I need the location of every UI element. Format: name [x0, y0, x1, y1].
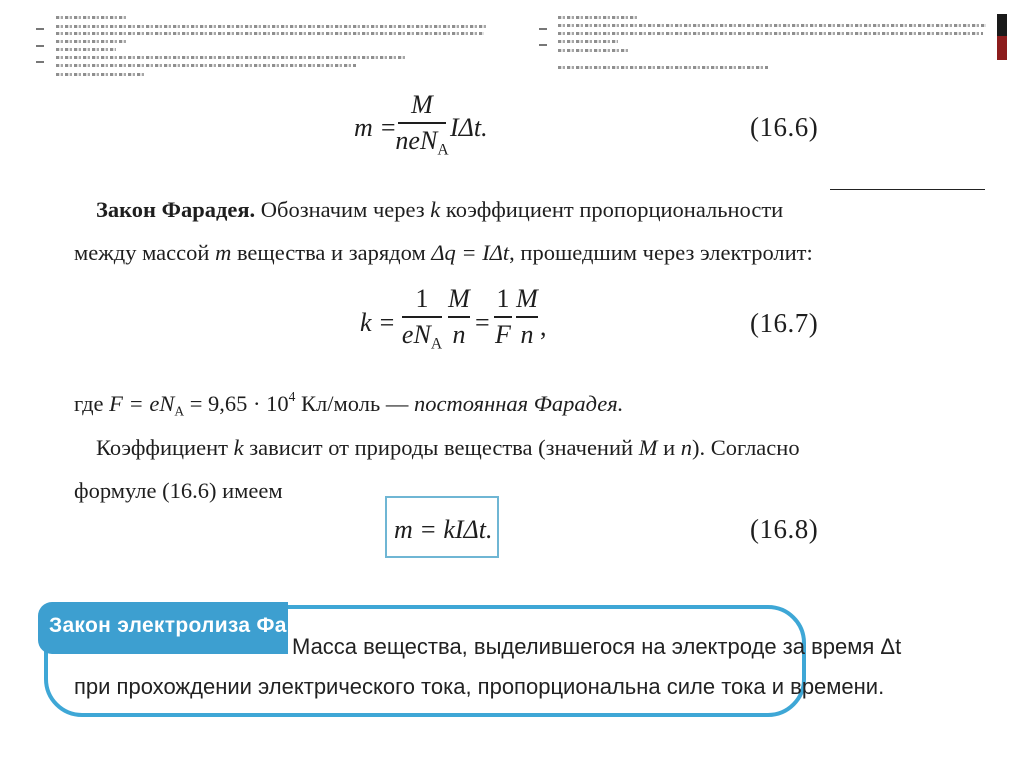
faraday-constant-line [74, 386, 623, 429]
formula-F: F = eN [109, 391, 175, 416]
fraction-denominator: n [452, 320, 466, 349]
noise-dash [539, 28, 547, 30]
eq-rhs: IΔt. [450, 113, 488, 142]
fraction-numerator: M [411, 90, 433, 119]
noise-dash [539, 44, 547, 46]
equation-number: (16.6) [750, 112, 819, 142]
noise-line [56, 40, 126, 43]
subscript: A [174, 403, 185, 419]
paragraph-coefficient-line2 [74, 473, 283, 508]
equation-number: (16.8) [750, 514, 819, 544]
text-span: формуле (16.6) имеем [74, 478, 283, 503]
fraction-m-over-n-2 [516, 286, 538, 348]
fraction-bar [448, 316, 470, 318]
paragraph-coefficient-line1 [96, 430, 800, 465]
corner-decoration-dark [997, 14, 1007, 36]
fraction-numerator: M [448, 284, 470, 313]
noise-line [56, 73, 146, 76]
law-banner-line1: Масса вещества, выделившегося на электроде за время Δt [292, 634, 902, 659]
text-span: = 9,65 · 10 [184, 391, 289, 416]
fraction-numerator: 1 [415, 284, 429, 313]
superscript: 4 [288, 388, 296, 404]
noise-line [56, 48, 116, 51]
noise-line [558, 32, 983, 35]
noise-line [56, 32, 484, 35]
text-span: между массой [74, 240, 216, 265]
paragraph-faraday-law-line1 [96, 192, 783, 227]
text-span: коэффициент пропорциональности [440, 197, 784, 222]
text-span: и [657, 435, 681, 460]
law-banner-line2: при прохождении электрического тока, пропорциональна силе тока и времени. [74, 674, 885, 699]
subscript: A [430, 335, 443, 353]
noise-line [558, 24, 986, 27]
noise-line [56, 64, 356, 67]
law-banner-title: Закон электролиза Фарадея [49, 614, 350, 637]
subscript: A [437, 141, 449, 159]
var-k: k [430, 197, 441, 222]
paragraph-faraday-law-line2 [74, 235, 813, 270]
fraction-bar [494, 316, 512, 318]
fraction-m-over-nena [395, 90, 449, 159]
noise-dash [36, 61, 44, 63]
text-span: ). Согласно [691, 435, 800, 460]
fraction-denominator: F [495, 320, 511, 349]
fraction-1-over-ena [402, 286, 442, 352]
charge-formula: Δq = IΔt [431, 240, 510, 265]
noise-line [558, 16, 638, 19]
noise-line [56, 16, 126, 19]
equation-number: (16.7) [750, 308, 819, 338]
text-span: Коэффициент [96, 435, 234, 460]
text-span: где [74, 391, 110, 416]
equation-16-8-formula: m = kIΔt. [394, 515, 493, 544]
fraction-bar [402, 316, 442, 318]
fraction-bar [398, 122, 446, 124]
noise-line [558, 49, 628, 52]
faraday-constant-term: постоянная Фарадея. [413, 391, 624, 416]
eq-lhs: k = [360, 308, 396, 337]
comma: , [540, 312, 547, 341]
fraction-numerator: M [516, 284, 538, 313]
horizontal-rule [830, 189, 985, 190]
noise-dash [36, 28, 44, 30]
text-span: зависит от природы вещества (значений [243, 435, 639, 460]
fraction-denominator: neN [395, 126, 438, 155]
equals-sign: = [475, 308, 490, 337]
var-k: k [233, 435, 244, 460]
bold-heading: Закон Фарадея. [96, 197, 256, 222]
noise-line [56, 25, 488, 28]
fraction-numerator: 1 [496, 284, 510, 313]
var-M: M [638, 435, 658, 460]
text-span: , прошедшим через электролит: [509, 240, 813, 265]
fraction-denominator: eN [401, 320, 431, 349]
fraction-denominator: n [520, 320, 534, 349]
noise-line [558, 66, 768, 69]
var-m: m [215, 240, 232, 265]
noise-line [558, 40, 618, 43]
fraction-1-over-f [494, 286, 512, 348]
fraction-bar [516, 316, 538, 318]
fraction-m-over-n [448, 286, 470, 348]
noise-line [56, 56, 406, 59]
text-span: Обозначим через [255, 197, 431, 222]
text-span: Кл/моль — [295, 391, 414, 416]
noise-dash [36, 45, 44, 47]
eq-lhs: m = [354, 113, 397, 142]
text-span: вещества и зарядом [231, 240, 432, 265]
corner-decoration-red [997, 36, 1007, 60]
var-n: n [680, 435, 692, 460]
